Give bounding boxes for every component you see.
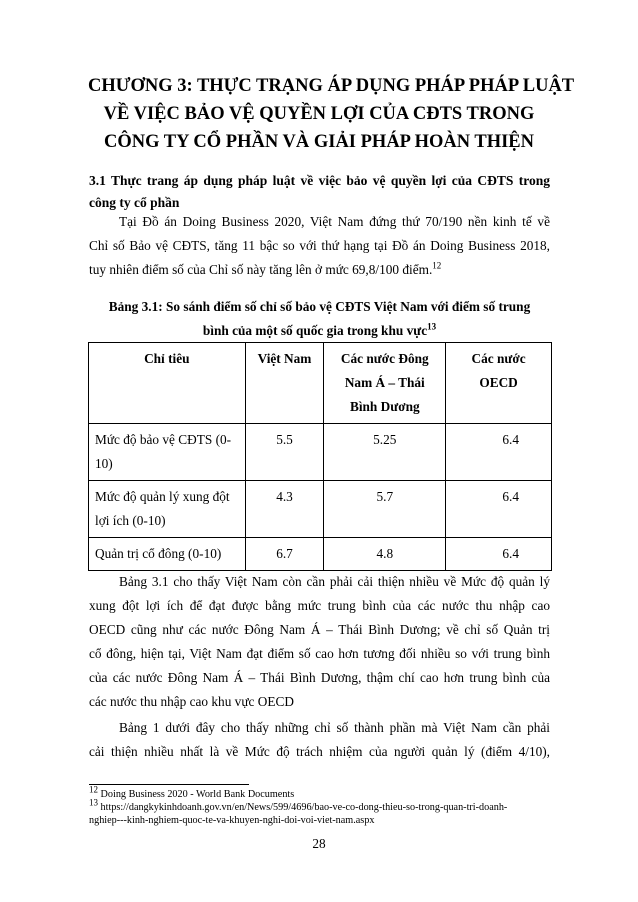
table-cell: Mức độ bảo vệ CĐTS (0-10): [89, 424, 246, 481]
paragraph-line: Bảng 3.1 cho thấy Việt Nam còn cần phải cải thiện nhiều về Mức độ quản lý: [119, 574, 550, 589]
table-cell: Quản trị cổ đông (0-10): [89, 538, 246, 571]
analysis-paragraph: [89, 570, 550, 714]
table-caption: [89, 295, 550, 343]
paragraph-line: [89, 258, 550, 282]
intro-paragraph: [89, 210, 550, 282]
paragraph-line: Chỉ số Bảo vệ CĐTS, tăng 11 bậc so với thứ hạng tại Đồ án Doing Business 2018,: [89, 238, 550, 253]
table-cell: 6.7: [245, 538, 324, 571]
table-cell: 6.4: [446, 481, 552, 538]
paragraph-line-text: tuy nhiên điểm số của Chỉ số này tăng lên ở mức 69,8/100 điểm.: [89, 262, 433, 277]
footnote-number: 12: [89, 784, 98, 795]
table-header-cell: Các nước OECD: [446, 343, 552, 424]
comparison-table: [88, 342, 552, 571]
footnote-ref: 12: [432, 260, 442, 271]
table-caption-text: bình của một số quốc gia trong khu vực: [202, 323, 428, 338]
table-row: [89, 538, 552, 571]
table-header-cell: Các nước Đông Nam Á – Thái Bình Dương: [324, 343, 446, 424]
paragraph-line: các nước thu nhập cao khu vực OECD: [89, 694, 294, 709]
paragraph-line: của các nước Đông Nam Á – Thái Bình Dương, thậm chí cao hơn trung bình của: [89, 670, 550, 685]
table-cell: 5.25: [324, 424, 446, 481]
table-caption-line: Bảng 3.1: So sánh điểm số chỉ số bảo vệ CĐTS Việt Nam với điểm số trung: [108, 299, 531, 314]
footnote-ref: 13: [427, 321, 437, 332]
paragraph-line: xung đột lợi ích để đạt được bằng mức trung bình của các nước thu nhập cao: [89, 598, 550, 613]
footnote-item: [89, 814, 550, 827]
table-caption-line: [89, 319, 550, 343]
chapter-title-line: CÔNG TY CỔ PHẦN VÀ GIẢI PHÁP HOÀN THIỆN: [104, 132, 534, 152]
footnote-item: [89, 797, 550, 814]
footnote-link[interactable]: https://dangkykinhdoanh.gov.vn/en/News/599/4696/bao-ve-co-dong-thieu-so-trong-quan-tri-doanh-: [98, 802, 508, 813]
footnote-separator: [89, 784, 249, 785]
page-number: 28: [312, 836, 326, 851]
table-header-cell: Chỉ tiêu: [89, 343, 246, 424]
table-header-cell: Việt Nam: [245, 343, 324, 424]
chapter-title-line: CHƯƠNG 3: THỰC TRẠNG ÁP DỤNG PHÁP PHÁP LUẬT: [88, 76, 575, 96]
footnote-text: Doing Business 2020 - World Bank Documents: [100, 789, 295, 800]
table-header-row: [89, 343, 552, 424]
table-cell: 5.5: [245, 424, 324, 481]
table-row: [89, 481, 552, 538]
paragraph-line: cải thiện nhiều nhất là về Mức độ trách nhiệm của người quản lý (điểm 4/10),: [89, 744, 550, 759]
section-heading: 3.1 Thực trang áp dụng pháp luật về việc bảo vệ quyền lợi của CĐTS trong công ty cổ phần: [89, 173, 550, 210]
table-cell: 4.8: [324, 538, 446, 571]
chapter-title: [88, 72, 575, 156]
table-cell: 4.3: [245, 481, 324, 538]
footnote-item: [89, 784, 550, 801]
table-row: [89, 424, 552, 481]
footnote-number: 13: [89, 797, 98, 808]
footnote-link[interactable]: nghiep---kinh-nghiem-quoc-te-va-khuyen-nghi-doi-voi-viet-nam.aspx: [89, 815, 375, 826]
table-cell: Mức độ quản lý xung đột lợi ích (0-10): [89, 481, 246, 538]
table-cell: 6.4: [446, 538, 552, 571]
chapter-title-line: VỀ VIỆC BẢO VỆ QUYỀN LỢI CỦA CĐTS TRONG: [103, 104, 535, 124]
table-cell: 6.4: [446, 424, 552, 481]
paragraph-line: Bảng 1 dưới đây cho thấy những chỉ số thành phần mà Việt Nam cần phải: [119, 720, 550, 735]
paragraph-line: Tại Đồ án Doing Business 2020, Việt Nam đứng thứ 70/190 nền kinh tế về: [119, 214, 550, 229]
continuation-paragraph: [89, 716, 550, 764]
footnotes: [89, 784, 550, 827]
paragraph-line: OECD cũng như các nước Đông Nam Á – Thái Bình Dương; về chỉ số Quản trị: [89, 622, 550, 637]
table-cell: 5.7: [324, 481, 446, 538]
paragraph-line: cổ đông, hiện tại, Việt Nam đạt điểm số cao hơn tương đối nhiều so với trung bình: [89, 646, 550, 661]
